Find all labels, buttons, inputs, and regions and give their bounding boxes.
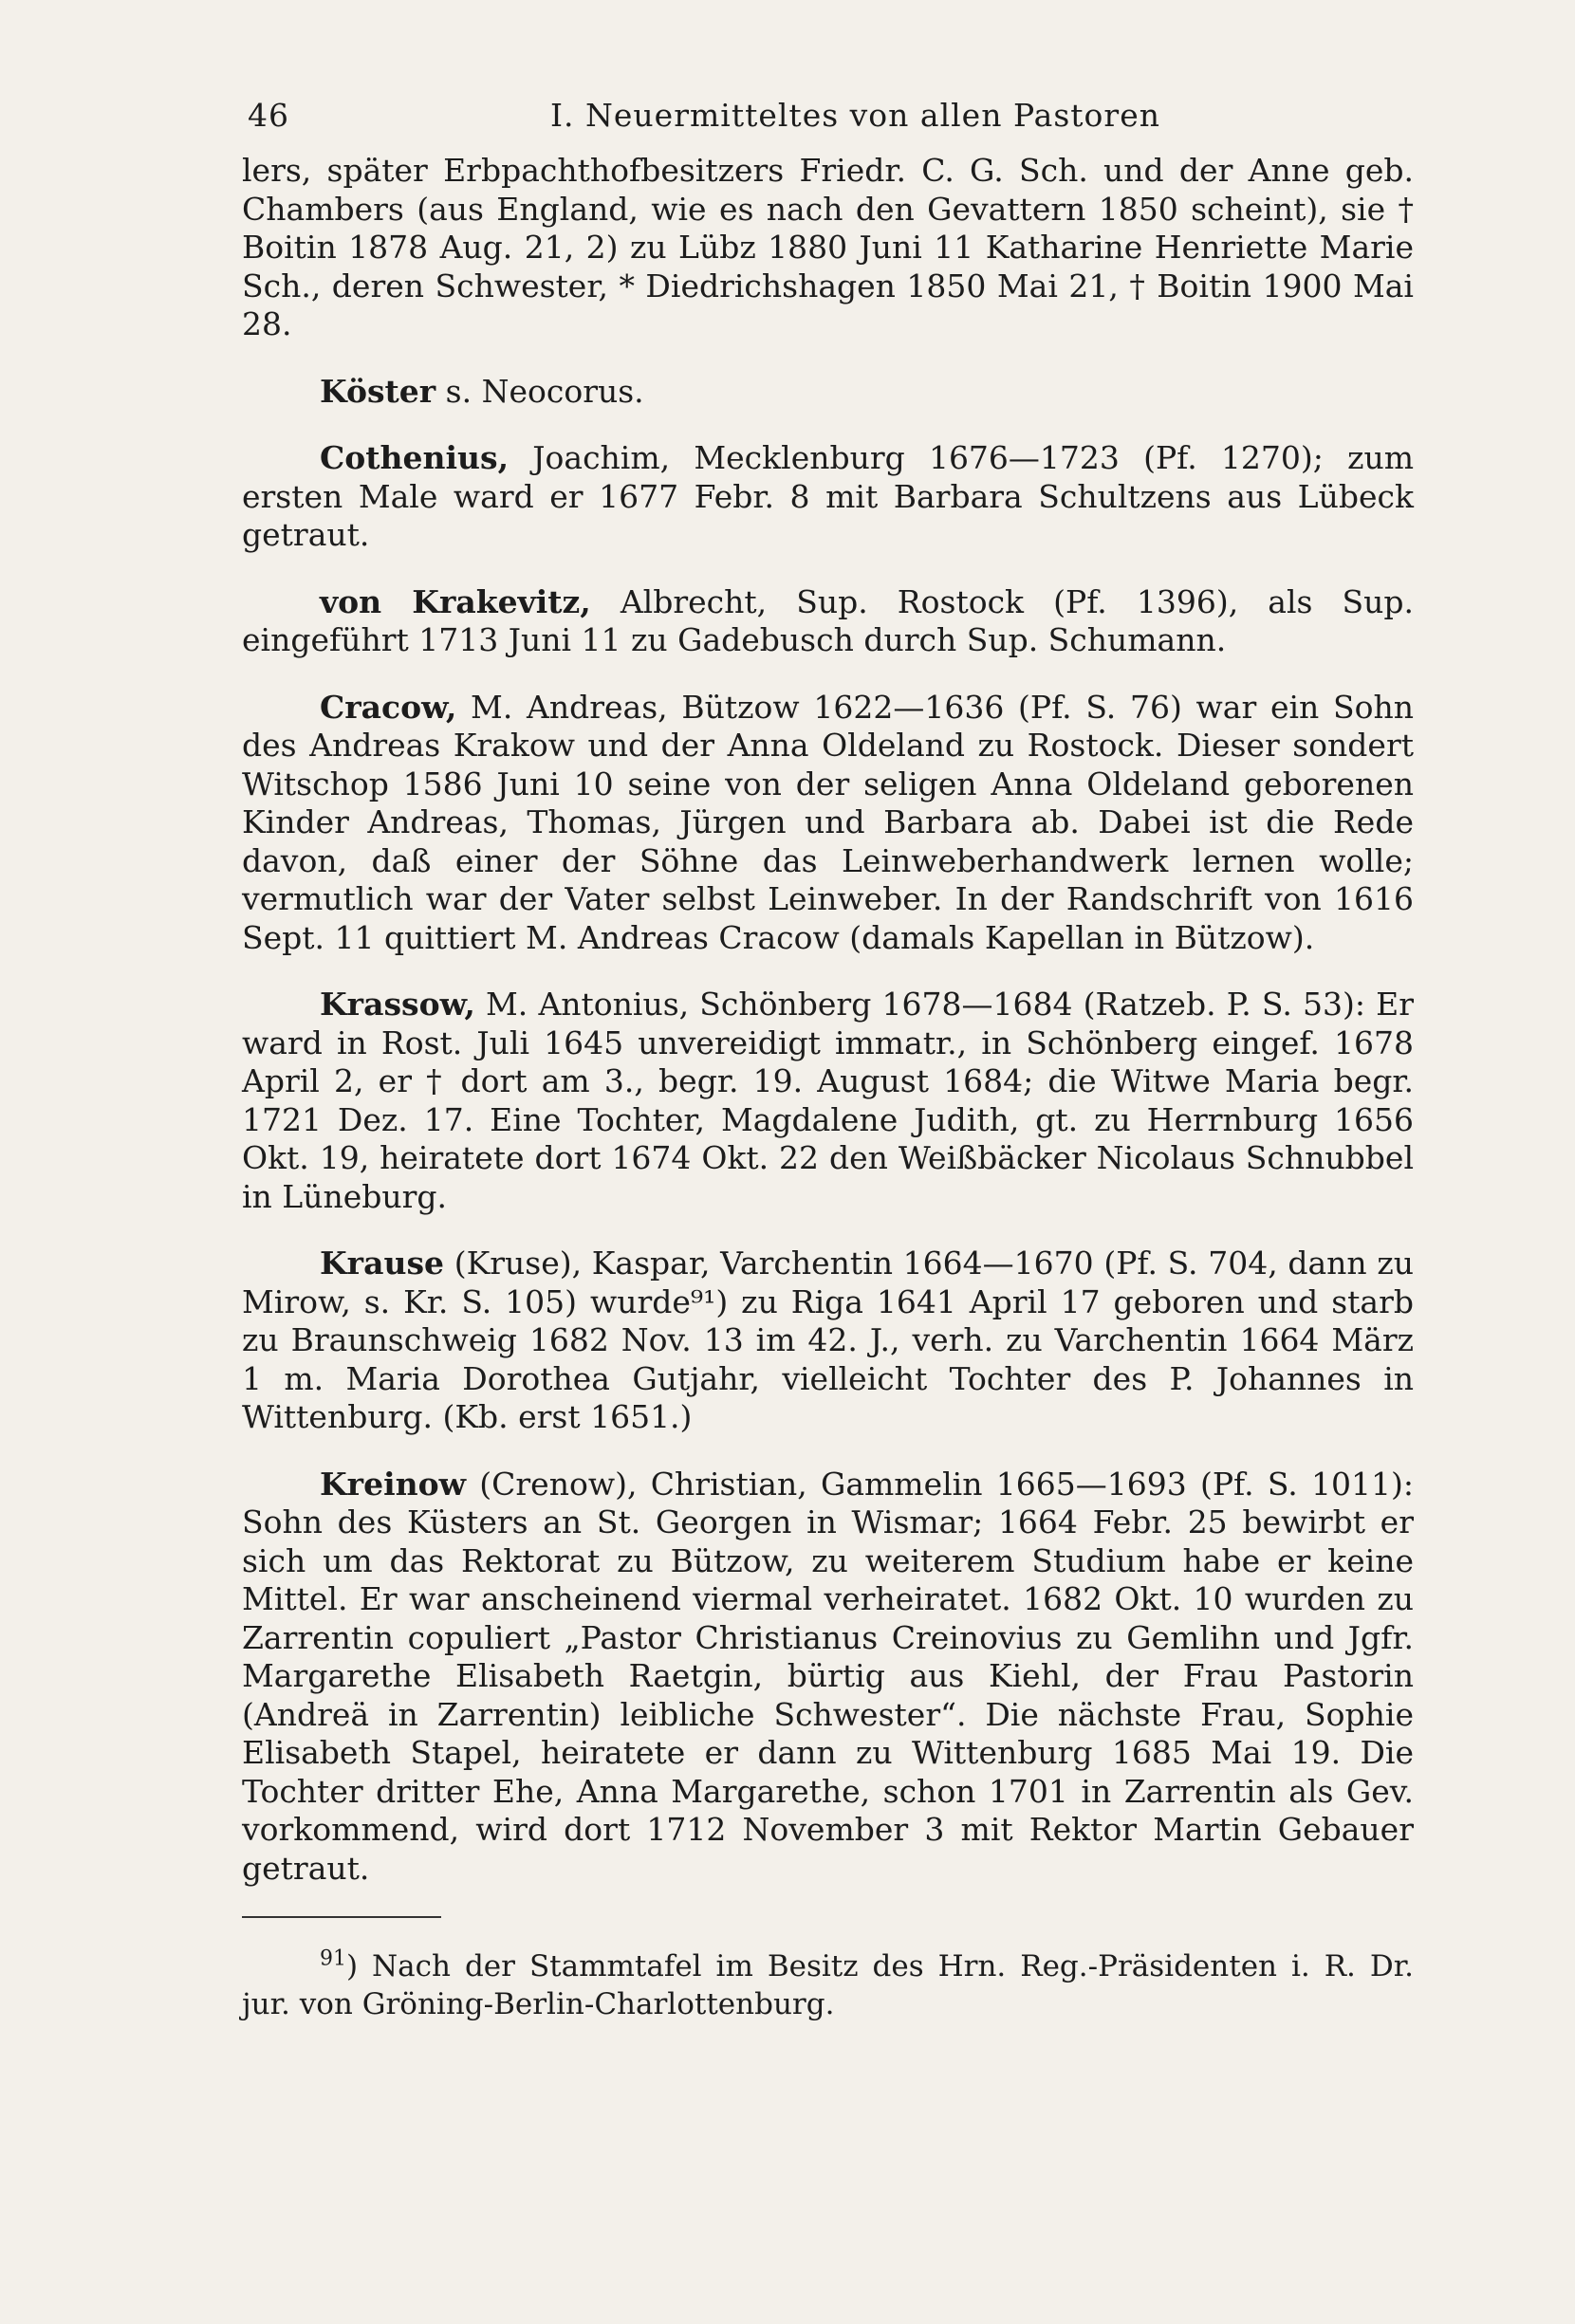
footnote-divider	[242, 1916, 441, 1918]
entry-text: lers, später Erbpachthofbesitzers Friedr. C. G. Sch. und der Anne geb. Chambers (aus England, wie es nach den Gevattern 1850 scheint), sie † Boitin 1878 Aug. 21, 2) zu Lübz 1880 Juni 11 Katharine Henriette Marie Sch., deren Schwester, * Diedrichshagen 1850 Mai 21, † Boitin 1900 Mai 28.	[242, 152, 1414, 342]
footnote-text: ) Nach der Stammtafel im Besitz des Hrn. Reg.-Präsidenten i. R. Dr. jur. von Gröning-Berlin-Charlottenburg.	[242, 1949, 1414, 2021]
entry-koester	[242, 373, 1414, 412]
entry-text: M. Antonius, Schönberg 1678—1684 (Ratzeb. P. S. 53): Er ward in Rost. Juli 1645 unvereidigt immatr., in Schönberg eingef. 1678 April 2, er † dort am 3., begr. 19. August 1684; die Witwe Maria begr. 1721 Dez. 17. Eine Tochter, Magdalene Judith, gt. zu Herrnburg 1656 Okt. 19, heiratete dort 1674 Okt. 22 den Weißbäcker Nicolaus Schnubbel in Lüneburg.	[242, 986, 1414, 1215]
entry-name: von Krakevitz,	[320, 582, 591, 620]
entry-name: Kreinow	[320, 1465, 467, 1503]
entry-krassow	[242, 986, 1414, 1216]
footnote-mark: 91	[320, 1946, 346, 1971]
entry-text: Joachim, Mecklenburg 1676—1723 (Pf. 1270); zum ersten Male ward er 1677 Febr. 8 mit Barbara Schultzens aus Lübeck getraut.	[242, 439, 1414, 553]
entry-text: s. Neocorus.	[435, 372, 644, 410]
entry-cothenius	[242, 439, 1414, 555]
main-text	[242, 152, 1414, 1888]
entry-name: Krassow,	[320, 986, 475, 1023]
entry-name: Köster	[320, 372, 436, 410]
entry-text: (Crenow), Christian, Gammelin 1665—1693 (Pf. S. 1011): Sohn des Küsters an St. Georgen in Wismar; 1664 Febr. 25 bewirbt er sich um das Rektorat zu Bützow, zu weiterem Studium habe er keine Mittel. Er war anscheinend viermal verheiratet. 1682 Okt. 10 wurden zu Zarrentin copuliert „Pastor Christianus Creinovius zu Gemlihn und Jgfr. Margarethe Elisabeth Raetgin, bürtig aus Kiehl, der Frau Pastorin (Andreä in Zarrentin) leibliche Schwester“. Die nächste Frau, Sophie Elisabeth Stapel, heiratete er dann zu Wittenburg 1685 Mai 19. Die Tochter dritter Ehe, Anna Margarethe, schon 1701 in Zarrentin als Gev. vorkommend, wird dort 1712 November 3 mit Rektor Martin Gebauer getraut.	[242, 1465, 1414, 1887]
footnote	[242, 1947, 1414, 2023]
entry-text: Albrecht, Sup. Rostock (Pf. 1396), als Sup. eingeführt 1713 Juni 11 zu Gadebusch durch Sup. Schumann.	[242, 582, 1414, 658]
entry-text: M. Andreas, Bützow 1622—1636 (Pf. S. 76) war ein Sohn des Andreas Krakow und der Anna Oldeland zu Rostock. Dieser sondert Witschop 1586 Juni 10 seine von der seligen Anna Oldeland geborenen Kinder Andreas, Thomas, Jürgen und Barbara ab. Dabei ist die Rede davon, daß einer der Söhne das Leinweberhandwerk lernen wolle; vermutlich war der Vater selbst Leinweber. In der Randschrift von 1616 Sept. 11 quittiert M. Andreas Cracow (damals Kapellan in Bützow).	[242, 688, 1414, 956]
entry-continuation	[242, 152, 1414, 344]
entry-name: Cracow,	[320, 688, 457, 726]
entry-name: Krause	[320, 1245, 445, 1282]
entry-name: Cothenius,	[320, 439, 510, 476]
entry-krakevitz	[242, 583, 1414, 660]
entry-krause	[242, 1245, 1414, 1437]
entry-text: (Kruse), Kaspar, Varchentin 1664—1670 (Pf. S. 704, dann zu Mirow, s. Kr. S. 105) wurde⁹¹) zu Riga 1641 April 17 geboren und starb zu Braunschweig 1682 Nov. 13 im 42. J., verh. zu Varchentin 1664 März 1 m. Maria Dorothea Gutjahr, vielleicht Tochter des P. Johannes in Wittenburg. (Kb. erst 1651.)	[242, 1245, 1414, 1435]
entry-cracow	[242, 689, 1414, 958]
running-head: I. Neuermitteltes von allen Pastoren	[550, 97, 1160, 134]
page-number: 46	[248, 97, 289, 134]
page-header	[242, 95, 1414, 152]
entry-kreinow	[242, 1466, 1414, 1889]
